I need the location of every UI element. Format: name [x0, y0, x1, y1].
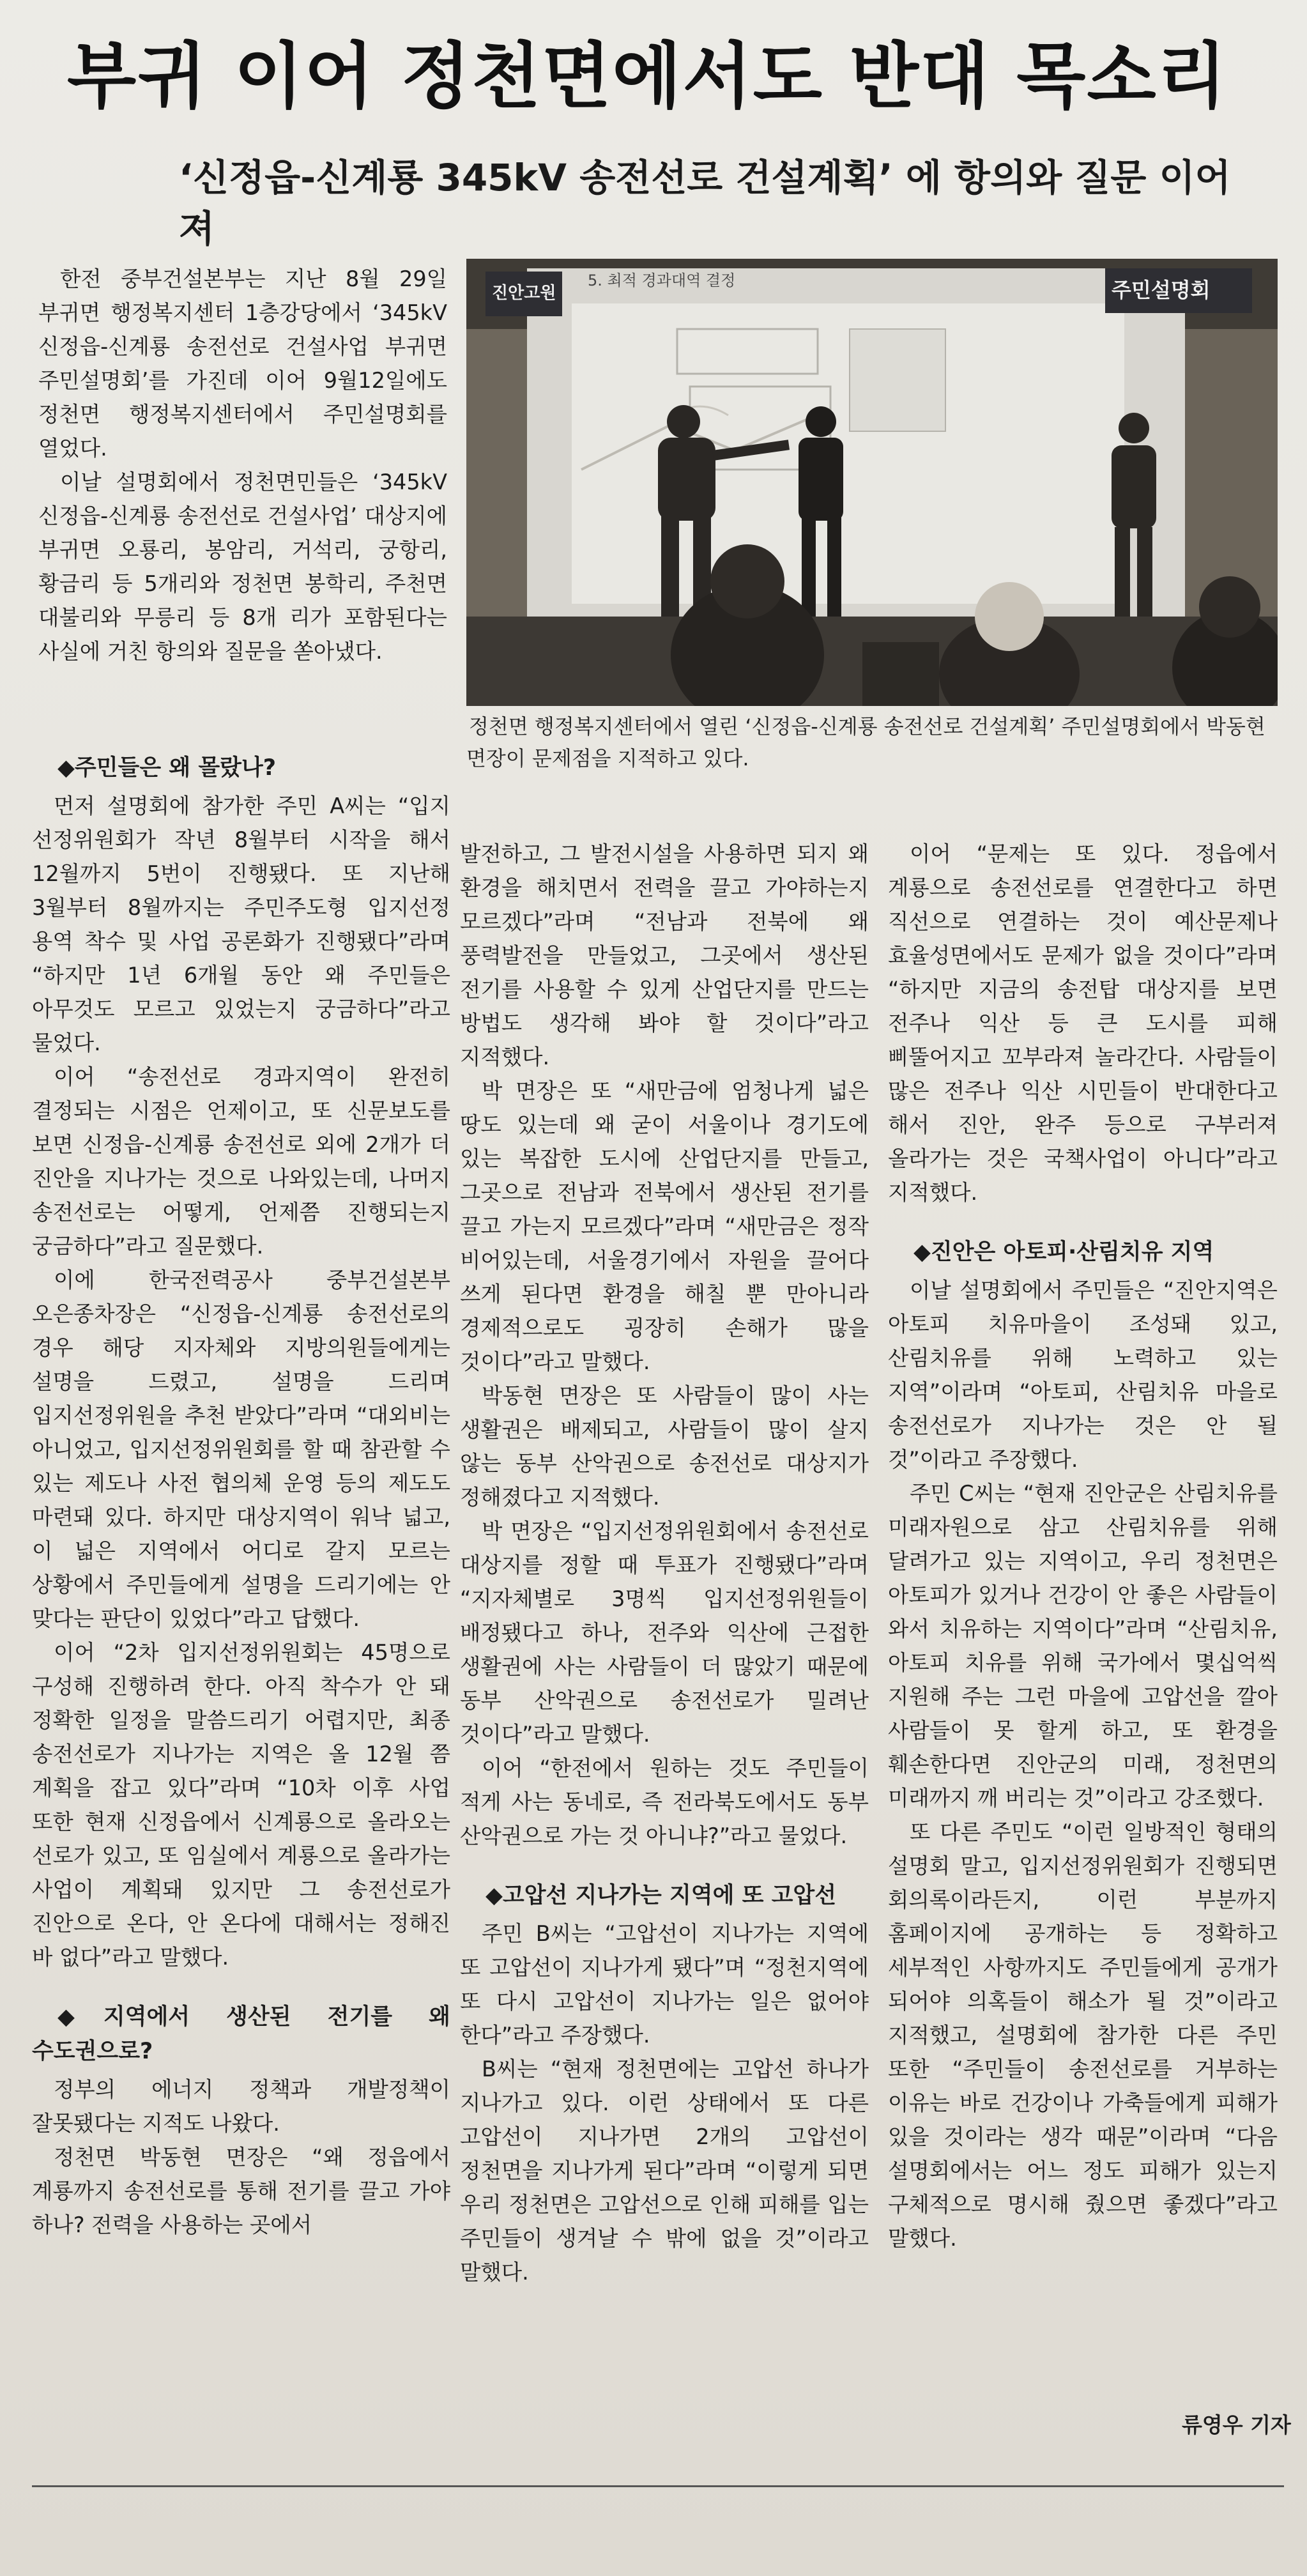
section-heading: ◆지역에서 생산된 전기를 왜 수도권으로?	[32, 2004, 450, 2064]
paragraph: 이어 “문제는 또 있다. 정읍에서 계룡으로 송전선로를 연결한다고 하면 직선으로 연결하는 것이 예산문제나 효율성면에서도 문제가 없을 것이다”라며 “하지만 지금의 송전탑 대상지를 보면 전주나 익산 등 큰 도시를 피해 삐뚤어지고 꼬부라져 놀라간다. 사람들이 많은 전주나 익산 시민들이 반대한다고 해서 진안, 완주 등으로 구부러져 올라가는 것은 국책사업이 아니다”라고 지적했다.	[888, 841, 1278, 1205]
paragraph: 박 면장은 또 “새만금에 엄청나게 넓은 땅도 있는데 왜 굳이 서울이나 경기도에 있는 복잡한 도시에 산업단지를 만들고, 그곳으로 전남과 전북에서 생산된 전기를 끌고 가는지 모르겠다”라며 “새만금은 정작 비어있는데, 서울경기에서 자원을 끌어다 쓰게 된다면 환경을 해칠 뿐 만아니라 경제적으로도 굉장히 손해가 많을 것이다”라고 말했다.	[460, 1078, 869, 1374]
bottom-rule	[32, 2485, 1284, 2487]
article-column-3	[888, 837, 1278, 2255]
paragraph: B씨는 “현재 정천면에는 고압선 하나가 지나가고 있다. 이런 상태에서 또 다른 고압선이 지나가면 2개의 고압선이 정천면을 지나가게 된다”라며 “이렇게 되면 우리 정천면은 고압선으로 인해 피해를 입는 주민들이 생겨날 수 밖에 없을 것”이라고 말했다.	[460, 2057, 869, 2285]
photo-briefing-session	[466, 259, 1278, 706]
paragraph: 이어 “송전선로 경과지역이 완전히 결정되는 시점은 언제이고, 또 신문보도를 보면 신정읍-신계룡 송전선로 외에 2개가 더 진안을 지나가는 것으로 나와있는데, 나머지 송전선로는 어떻게, 언제쯤 진행되는지 궁금하다”라고 질문했다.	[32, 1064, 450, 1259]
screen-title: 5. 최적 경과대역 결정	[588, 272, 736, 289]
paragraph: 이어 “2차 입지선정위원회는 45명으로 구성해 진행하려 한다. 아직 착수가 안 돼 정확한 일정을 말씀드리기 어렵지만, 최종 송전선로가 지나가는 지역은 올 12월 쯤 계획을 잡고 있다”라며 “10차 이후 사업 또한 현재 신정읍에서 신계룡으로 올라오는 선로가 있고, 또 임실에서 계룡으로 올라가는 사업이 계획돼 있지만 그 송전선로가 진안으로 온다, 안 온다에 대해서는 정해진 바 없다”라고 말했다.	[32, 1640, 450, 1970]
paragraph: 먼저 설명회에 참가한 주민 A씨는 “입지 선정위원회가 작년 8월부터 시작을 해서 12월까지 5번이 진행됐다. 또 지난해 3월부터 8월까지는 주민주도형 입지선정 용역 착수 및 사업 공론화가 진행됐다”라며 “하지만 1년 6개월 동안 왜 주민들은 아무것도 모르고 있었는지 궁금하다”라고 물었다.	[32, 793, 450, 1055]
section-heading: ◆주민들은 왜 몰랐나?	[57, 755, 277, 781]
paragraph: 또 다른 주민도 “이런 일방적인 형태의 설명회 말고, 입지선정위원회가 진행되면 회의록이라든지, 이런 부분까지 홈페이지에 공개하는 등 정확하고 세부적인 사항까지도 주민들에게 공개가 되어야 의혹들이 해소가 될 것”이라고 지적했고, 설명회에 참가한 다른 주민 또한 “주민들이 송전선로를 거부하는 이유는 바로 건강이나 가축들에게 피해가 있을 것이라는 생각 때문”이라며 “다음 설명회에서는 어느 정도 피해가 있는지 구체적으로 명시해 줬으면 좋겠다”라고 말했다.	[888, 1820, 1278, 2251]
intro-paragraph: 한전 중부건설본부는 지난 8월 29일 부귀면 행정복지센터 1층강당에서 ‘345kV 신정읍-신계룡 송전선로 건설사업 부귀면 주민설명회’를 가진데 이어 9월12일에도 정천면 행정복지센터에서 주민설명회를 열었다.	[38, 266, 447, 461]
paragraph: 박동현 면장은 또 사람들이 많이 사는 생활권은 배제되고, 사람들이 많이 살지 않는 동부 산악권으로 송전선로 대상지가 정해졌다고 지적했다.	[460, 1383, 869, 1510]
headline: 부귀 이어 정천면에서도 반대 목소리	[67, 35, 1228, 118]
paragraph: 주민 C씨는 “현재 진안군은 산림치유를 미래자원으로 삼고 산림치유를 위해 달려가고 있는 지역이고, 우리 정천면은 아토피가 있거나 건강이 안 좋은 사람들이 와서 치유하는 지역이다”라며 “산림치유, 아토피 치유를 위해 국가에서 몇십억씩 지원해 주는 그런 마을에 고압선을 깔아 사람들이 못 할게 하고, 또 환경을 훼손한다면 진안군의 미래, 정천면의 미래까지 깨 버리는 것”이라고 강조했다.	[888, 1481, 1278, 1811]
paragraph: 이어 “한전에서 원하는 것도 주민들이 적게 사는 동네로, 즉 전라북도에서도 동부 산악권으로 가는 것 아니냐?”라고 물었다.	[460, 1756, 869, 1848]
paragraph: 정부의 에너지 정책과 개발정책이 잘못됐다는 지적도 나왔다.	[32, 2077, 450, 2136]
photo-caption: 정천면 행정복지센터에서 열린 ‘신정읍-신계룡 송전선로 건설계획’ 주민설명회에서 박동현 면장이 문제점을 지적하고 있다.	[466, 714, 1265, 770]
subheadline: ‘신정읍-신계룡 345kV 송전선로 건설계획’ 에 항의와 질문 이어져	[179, 156, 1231, 250]
intro-paragraph: 이날 설명회에서 정천면민들은 ‘345kV 신정읍-신계룡 송전선로 건설사업’ 대상지에 부귀면 오룡리, 봉암리, 거석리, 궁항리, 황금리 등 5개리와 정천면 봉학리, 주천면 대불리와 무릉리 등 8개 리가 포함된다는 사실에 거친 항의와 질문을 쏟아냈다.	[38, 470, 447, 664]
paragraph: 주민 B씨는 “고압선이 지나가는 지역에 또 고압선이 지나가게 됐다”며 “정천지역에 또 다시 고압선이 지나가는 일은 없어야 한다”라고 주장했다.	[460, 1921, 869, 2048]
article-column-1	[32, 725, 450, 2242]
paragraph: 발전하고, 그 발전시설을 사용하면 되지 왜 환경을 해치면서 전력을 끌고 가야하는지 모르겠다”라며 “전남과 전북에 왜 풍력발전을 만들었고, 그곳에서 생산된 전기를 사용할 수 있게 산업단지를 만드는 방법도 생각해 봐야 할 것이다”라고 지적했다.	[460, 841, 869, 1070]
article-column-2	[460, 837, 869, 2289]
screen-label-right: 주민설명회	[1112, 278, 1211, 302]
paragraph: 박 면장은 “입지선정위원회에서 송전선로 대상지를 정할 때 투표가 진행됐다”라며 “지자체별로 3명씩 입지선정위원들이 배정됐다고 하나, 전주와 익산에 근접한 생활권에 사는 사람들이 더 많았기 때문에 동부 산악권으로 송전선로가 밀려난 것이다”라고 말했다.	[460, 1519, 869, 1747]
byline: 류영우 기자	[1182, 2412, 1291, 2437]
paragraph: 이날 설명회에서 주민들은 “진안지역은 아토피 치유마을이 조성돼 있고, 산림치유를 위해 노력하고 있는 지역”이라며 “아토피, 산림치유 마을로 송전선로가 지나가는 것은 안 될 것”이라고 주장했다.	[888, 1278, 1278, 1472]
intro-column	[38, 262, 447, 668]
section-heading: ◆진안은 아토피·산림치유 지역	[913, 1239, 1214, 1265]
section-heading: ◆고압선 지나가는 지역에 또 고압선	[485, 1883, 836, 1908]
paragraph: 정천면 박동현 면장은 “왜 정읍에서 계룡까지 송전선로를 통해 전기를 끌고 가야 하나? 전력을 사용하는 곳에서	[32, 2145, 450, 2237]
paragraph: 이에 한국전력공사 중부건설본부 오은종차장은 “신정읍-신계룡 송전선로의 경우 해당 지자체와 지방의원들에게는 설명을 드렸고, 설명을 드리며 입지선정위원을 추천 받았다”라며 “대외비는 아니었고, 입지선정위원회를 할 때 참관할 수 있는 제도나 사전 협의체 운영 등의 제도도 마련돼 있다. 하지만 대상지역이 워낙 넓고, 이 넓은 지역에서 어디로 갈지 모르는 상황에서 주민들에게 설명을 드리기에는 안 맞다는 판단이 있었다”라고 답했다.	[32, 1268, 450, 1631]
screen-label-left: 진안고원	[492, 284, 556, 303]
